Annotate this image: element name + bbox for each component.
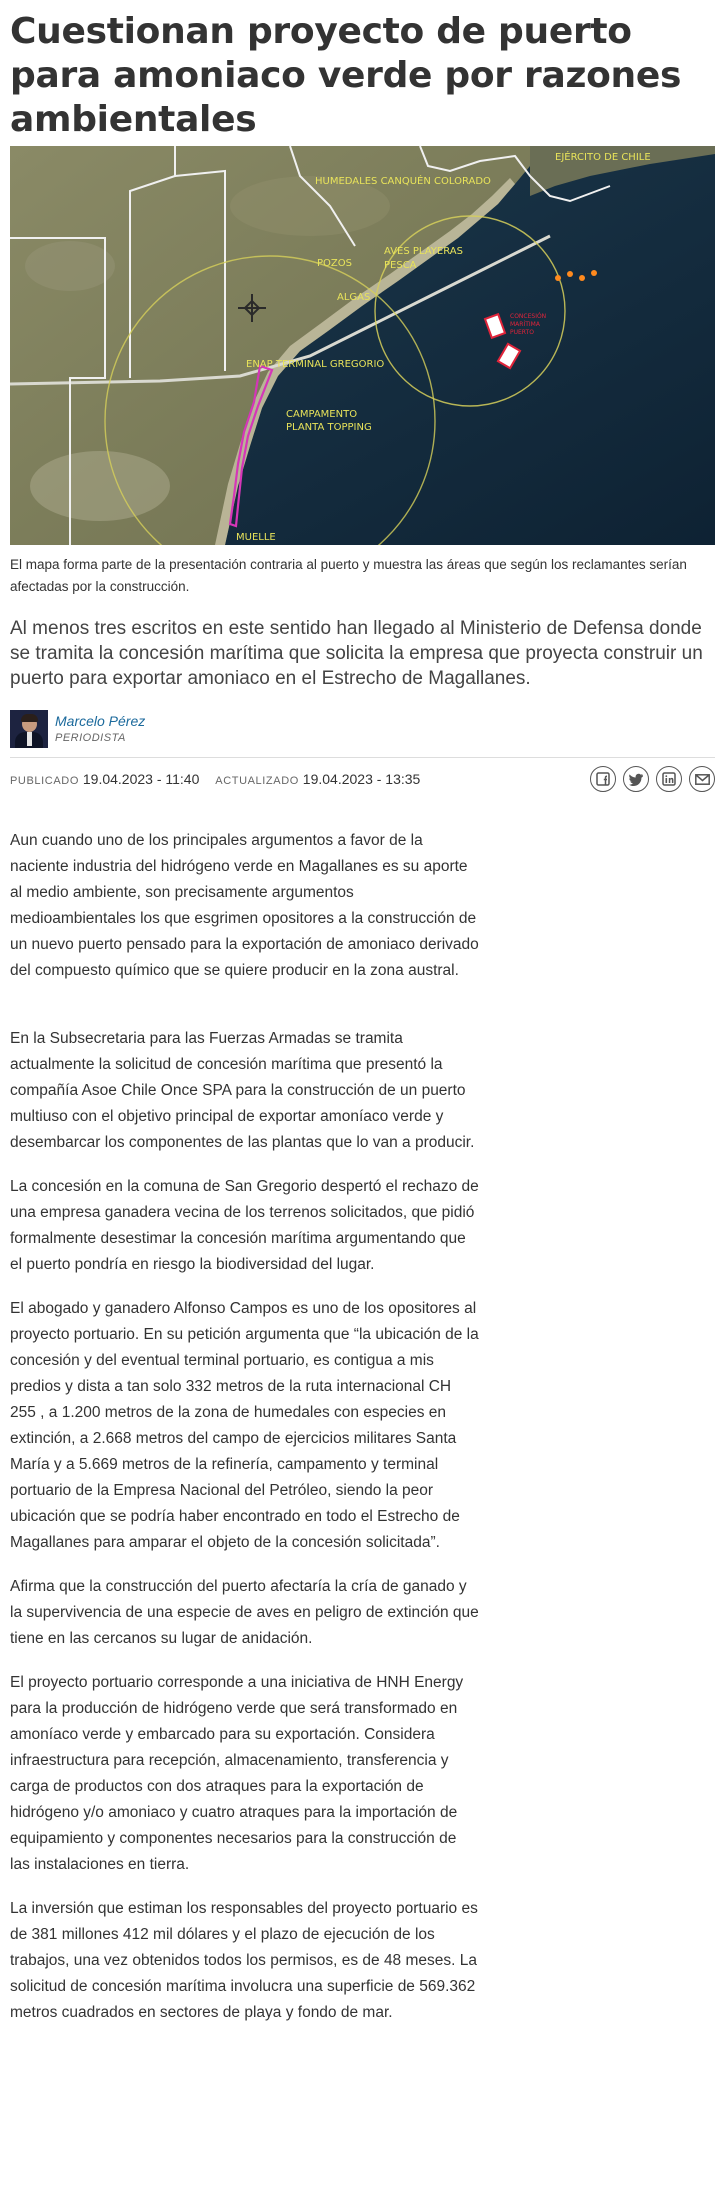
email-icon[interactable] bbox=[689, 766, 715, 792]
linkedin-icon[interactable] bbox=[656, 766, 682, 792]
published-date: 19.04.2023 - 11:40 bbox=[82, 771, 200, 787]
map-label-planta: PLANTA TOPPING bbox=[286, 422, 372, 433]
map-label-aves: AVES PLAYERAS bbox=[384, 246, 463, 257]
twitter-icon[interactable] bbox=[623, 766, 649, 792]
updated-label: ACTUALIZADO bbox=[215, 775, 299, 787]
author-block bbox=[10, 709, 715, 749]
map-label-pesca: PESCA bbox=[384, 260, 417, 271]
body-paragraph: La inversión que estiman los responsables del proyecto portuario es de 381 millones 412 mil dólares y el plazo de ejecución de los trabajos, una vez obtenidos todos los permisos, es de 48 meses. La solicitud de concesión marítima involucra una superficie de 569.362 metros cuadrados en sectores de playa y fondo de mar. bbox=[10, 1900, 478, 2021]
map-label-humedales: HUMEDALES CANQUÉN COLORADO bbox=[315, 176, 491, 187]
map-label-muelle: MUELLE bbox=[236, 532, 276, 543]
body-paragraph: El abogado y ganadero Alfonso Campos es uno de los opositores al proyecto portuario. En su petición argumenta que “la ubicación de la concesión y del eventual terminal portuario, es contigua a mis predios y dista a tan solo 332 metros de la ruta internacional CH 255 , a 1.200 metros de la zona de humedales con especies en extinción, a 2.668 metros del campo de ejercicios militares Santa María y a 5.669 metros de la refinería, campamento y terminal portuario de la Empresa Nacional del Petróleo, siendo la peor ubicación que se podría haber encontrado en todo el Estrecho de Magallanes para amparar el objeto de la concesión solicitada”. bbox=[10, 1300, 479, 1551]
body-paragraph: En la Subsecretaria para las Fuerzas Armadas se tramita actualmente la solicitud de concesión marítima que presentó la compañía Asoe Chile Once SPA para la construcción de un puerto multiuso con el objetivo principal de exportar amoníaco verde y desembarcar los componentes de las plantas que lo van a producir. bbox=[10, 1030, 475, 1151]
map-image bbox=[10, 146, 715, 545]
article-body bbox=[10, 828, 480, 2026]
body-paragraph: Aun cuando uno de los principales argumentos a favor de la naciente industria del hidrógeno verde en Magallanes es su aporte al medio ambiente, son precisamente argumentos medioambientales los que esgrimen opositores a la construcción de un nuevo puerto pensado para la exportación de amoniaco derivado del compuesto químico que se quiere producir en la zona austral. bbox=[10, 832, 479, 979]
map-label-pozos: POZOS bbox=[317, 258, 352, 269]
updated-date: 19.04.2023 - 13:35 bbox=[302, 771, 421, 787]
share-buttons bbox=[583, 766, 715, 792]
date-info bbox=[10, 771, 432, 787]
author-avatar[interactable] bbox=[10, 710, 48, 748]
map-label-ejercito: EJÉRCITO DE CHILE bbox=[555, 152, 651, 163]
author-role: PERIODISTA bbox=[55, 732, 126, 744]
article-meta bbox=[10, 758, 715, 800]
body-paragraph: La concesión en la comuna de San Gregorio despertó el rechazo de una empresa ganadera vecina de los terrenos solicitados, que pidió formalmente desestimar la concesión marítima argumentando que el puerto pondría en riesgo la biodiversidad del lugar. bbox=[10, 1178, 479, 1273]
published-label: PUBLICADO bbox=[10, 775, 79, 787]
map-label-algas: ALGAS bbox=[337, 292, 371, 303]
svg-text:PUERTO: PUERTO bbox=[510, 329, 534, 336]
article-lead: Al menos tres escritos en este sentido han llegado al Ministerio de Defensa donde se tramita la concesión marítima que solicita la empresa que proyecta construir un puerto para exportar amoniaco en el Estrecho de Magallanes. bbox=[10, 618, 703, 689]
svg-text:CONCESIÓN: CONCESIÓN bbox=[510, 313, 547, 320]
body-paragraph: El proyecto portuario corresponde a una iniciativa de HNH Energy para la producción de hidrógeno verde que será transformado en amoníaco verde y embarcado para su exportación. Considera infraestructura para recepción, almacenamiento, transferencia y carga de productos con dos atraques para la exportación de hidrógeno y/o amoniaco y cuatro atraques para la importación de equipamiento y componentes necesarios para la construcción de las instalaciones en tierra. bbox=[10, 1674, 464, 1873]
map-label-campamento: CAMPAMENTO bbox=[286, 409, 358, 420]
svg-text:MARÍTIMA: MARÍTIMA bbox=[510, 321, 540, 328]
body-paragraph: Afirma que la construcción del puerto afectaría la cría de ganado y la supervivencia de una especie de aves en peligro de extinción que tiene en las cercanos su lugar de anidación. bbox=[10, 1578, 479, 1647]
article-headline: Cuestionan proyecto de puerto para amoniaco verde por razones ambientales bbox=[10, 11, 682, 140]
image-caption: El mapa forma parte de la presentación contraria al puerto y muestra las áreas que según los reclamantes serían afectadas por la construcción. bbox=[10, 557, 687, 594]
facebook-icon[interactable] bbox=[590, 766, 616, 792]
map-label-enap: ENAP TERMINAL GREGORIO bbox=[246, 359, 385, 370]
author-name-link[interactable]: Marcelo Pérez bbox=[55, 713, 146, 729]
